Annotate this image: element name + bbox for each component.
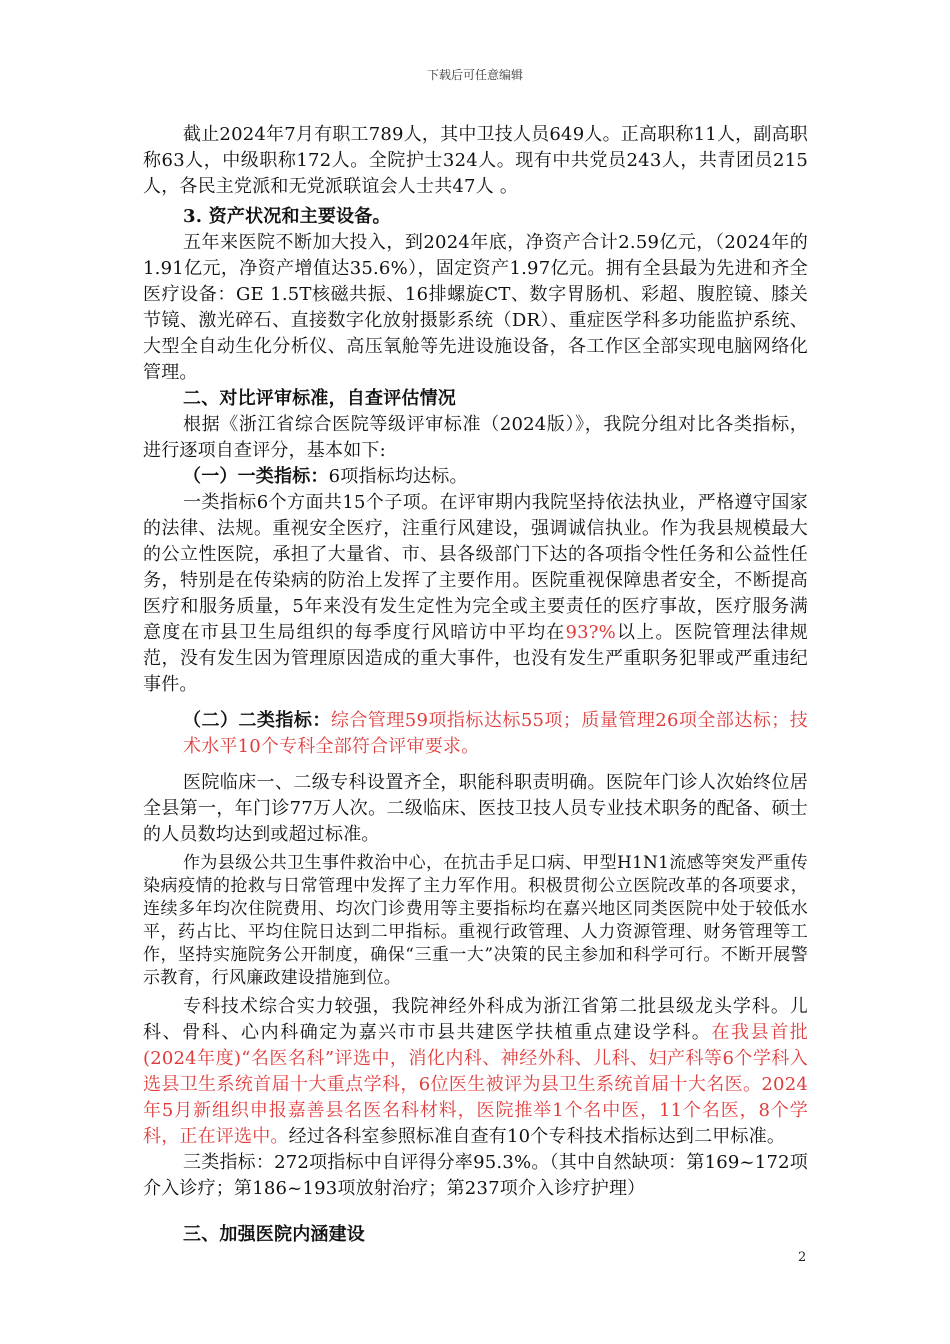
category-three-label: 三类指标： [183,1152,275,1173]
specialty-strength-paragraph [143,994,808,1150]
specialty-strength-end: 经过各科室参照标准自查有10个专科技术指标达到二甲标准。 [288,1126,786,1147]
section-heading-connotation: 三、加强医院内涵建设 [183,1224,365,1245]
category-two-text: 综合管理59项指标达标55项；质量管理26项全部达标；技术水平10个专科全部符合评审要求。 [183,710,808,757]
document-body [143,122,808,1248]
category-one-line [143,464,808,490]
category-one-paragraph [143,490,808,698]
category-two-line [143,708,808,760]
public-health-paragraph: 作为县级公共卫生事件救治中心，在抗击手足口病、甲型H1N1流感等突发严重传染病疫情的抢救与日常管理中发挥了主力军作用。积极贯彻公立医院改革的各项要求，连续多年均次住院费用、均次门诊费用等主要指标均在嘉兴地区同类医院中处于较低水平，药占比、平均住院日达到二甲指标。重视行政管理、人力资源管理、财务管理等工作，坚持实施院务公开制度，确保“三重一大”决策的民主参加和科学可行。不断开展警示教育，行风廉政建设措施到位。 [143,853,808,988]
category-three-text: 272项指标中自评得分率95.3%。（其中自然缺项：第169~172项介入诊疗；第186~193项放射治疗；第237项介入诊疗护理） [143,1152,808,1199]
staff-paragraph: 截止2024年7月有职工789人，其中卫技人员649人。正高职称11人，副高职称63人，中级职称172人。全院护士324人。现有中共党员243人，共青团员215人，各民主党派和无党派联谊会人士共47人 。 [143,124,808,197]
specialty-strength-body: 专科技术综合实力较强，我院神经外科成为浙江省第二批县级龙头学科。儿科、骨科、心内科确定为嘉兴市市县共建医学扶植重点建设学科。 [143,996,808,1043]
category-two-label: （二）二类指标： [183,710,331,731]
specialty-paragraph: 医院临床一、二级专科设置齐全，职能科职责明确。医院年门诊人次始终位居全县第一，年门诊77万人次。二级临床、医技卫技人员专业技术职务的配备、硕士的人员数均达到或超过标准。 [143,772,808,845]
page-number: 2 [798,1250,807,1265]
category-one-body: 一类指标6个方面共15个子项。在评审期内我院坚持依法执业，严格遵守国家的法律、法规。重视安全医疗，注重行风建设，强调诚信执业。作为我县规模最大的公立性医院，承担了大量省、市、县各级部门下达的各项指令性任务和公益性任务，特别是在传染病的防治上发挥了主要作用。医院重视保障患者安全，不断提高医疗和服务质量，5年来没有发生定性为完全或主要责任的医疗事故，医疗服务满意度在市县卫生局组织的每季度行风暗访中平均在 [143,492,808,643]
category-three-paragraph [143,1150,808,1202]
famous-doctor-text: 在我县首批(2024年度)“名医名科”评选中，消化内科、神经外科、儿科、妇产科等6个学科入选县卫生系统首届十大重点学科，6位医生被评为县卫生系统首届十大名医。2024年5月新组织申报嘉善县名医名科材料，医院推举1个名中医，11个名医，8个学科，正在评选中。 [143,1022,809,1147]
satisfaction-rate: 93?% [565,622,616,643]
category-one-label: （一）一类指标： [183,466,329,487]
page-header: 下载后可任意编辑 [426,68,523,82]
assets-paragraph: 五年来医院不断加大投入，到2024年底，净资产合计2.59亿元，（2024年的1.91亿元，净资产增值达35.6%），固定资产1.97亿元。拥有全县最为先进和齐全医疗设备：GE 1.5T核磁共振、16排螺旋CT、数字胃肠机、彩超、腹腔镜、膝关节镜、激光碎石、直接数字化放射摄影系统（DR）、重症医学科多功能监护系统、大型全自动生化分析仪、高压氧舱等先进设施设备，各工作区全部实现电脑网络化管理。 [143,232,808,383]
review-intro-paragraph: 根据《浙江省综合医院等级评审标准（2024版）》，我院分组对比各类指标，进行逐项自查评分，基本如下: [143,414,808,461]
category-one-body-end: 以上。医院管理法律规范，没有发生因为管理原因造成的重大事件，也没有发生严重职务犯罪或严重违纪事件。 [143,622,808,695]
section-heading-review: 二、对比评审标准，自查评估情况 [183,388,456,409]
section-heading-assets: 3. 资产状况和主要设备。 [183,206,391,227]
category-one-text: 6项指标均达标。 [328,466,468,487]
